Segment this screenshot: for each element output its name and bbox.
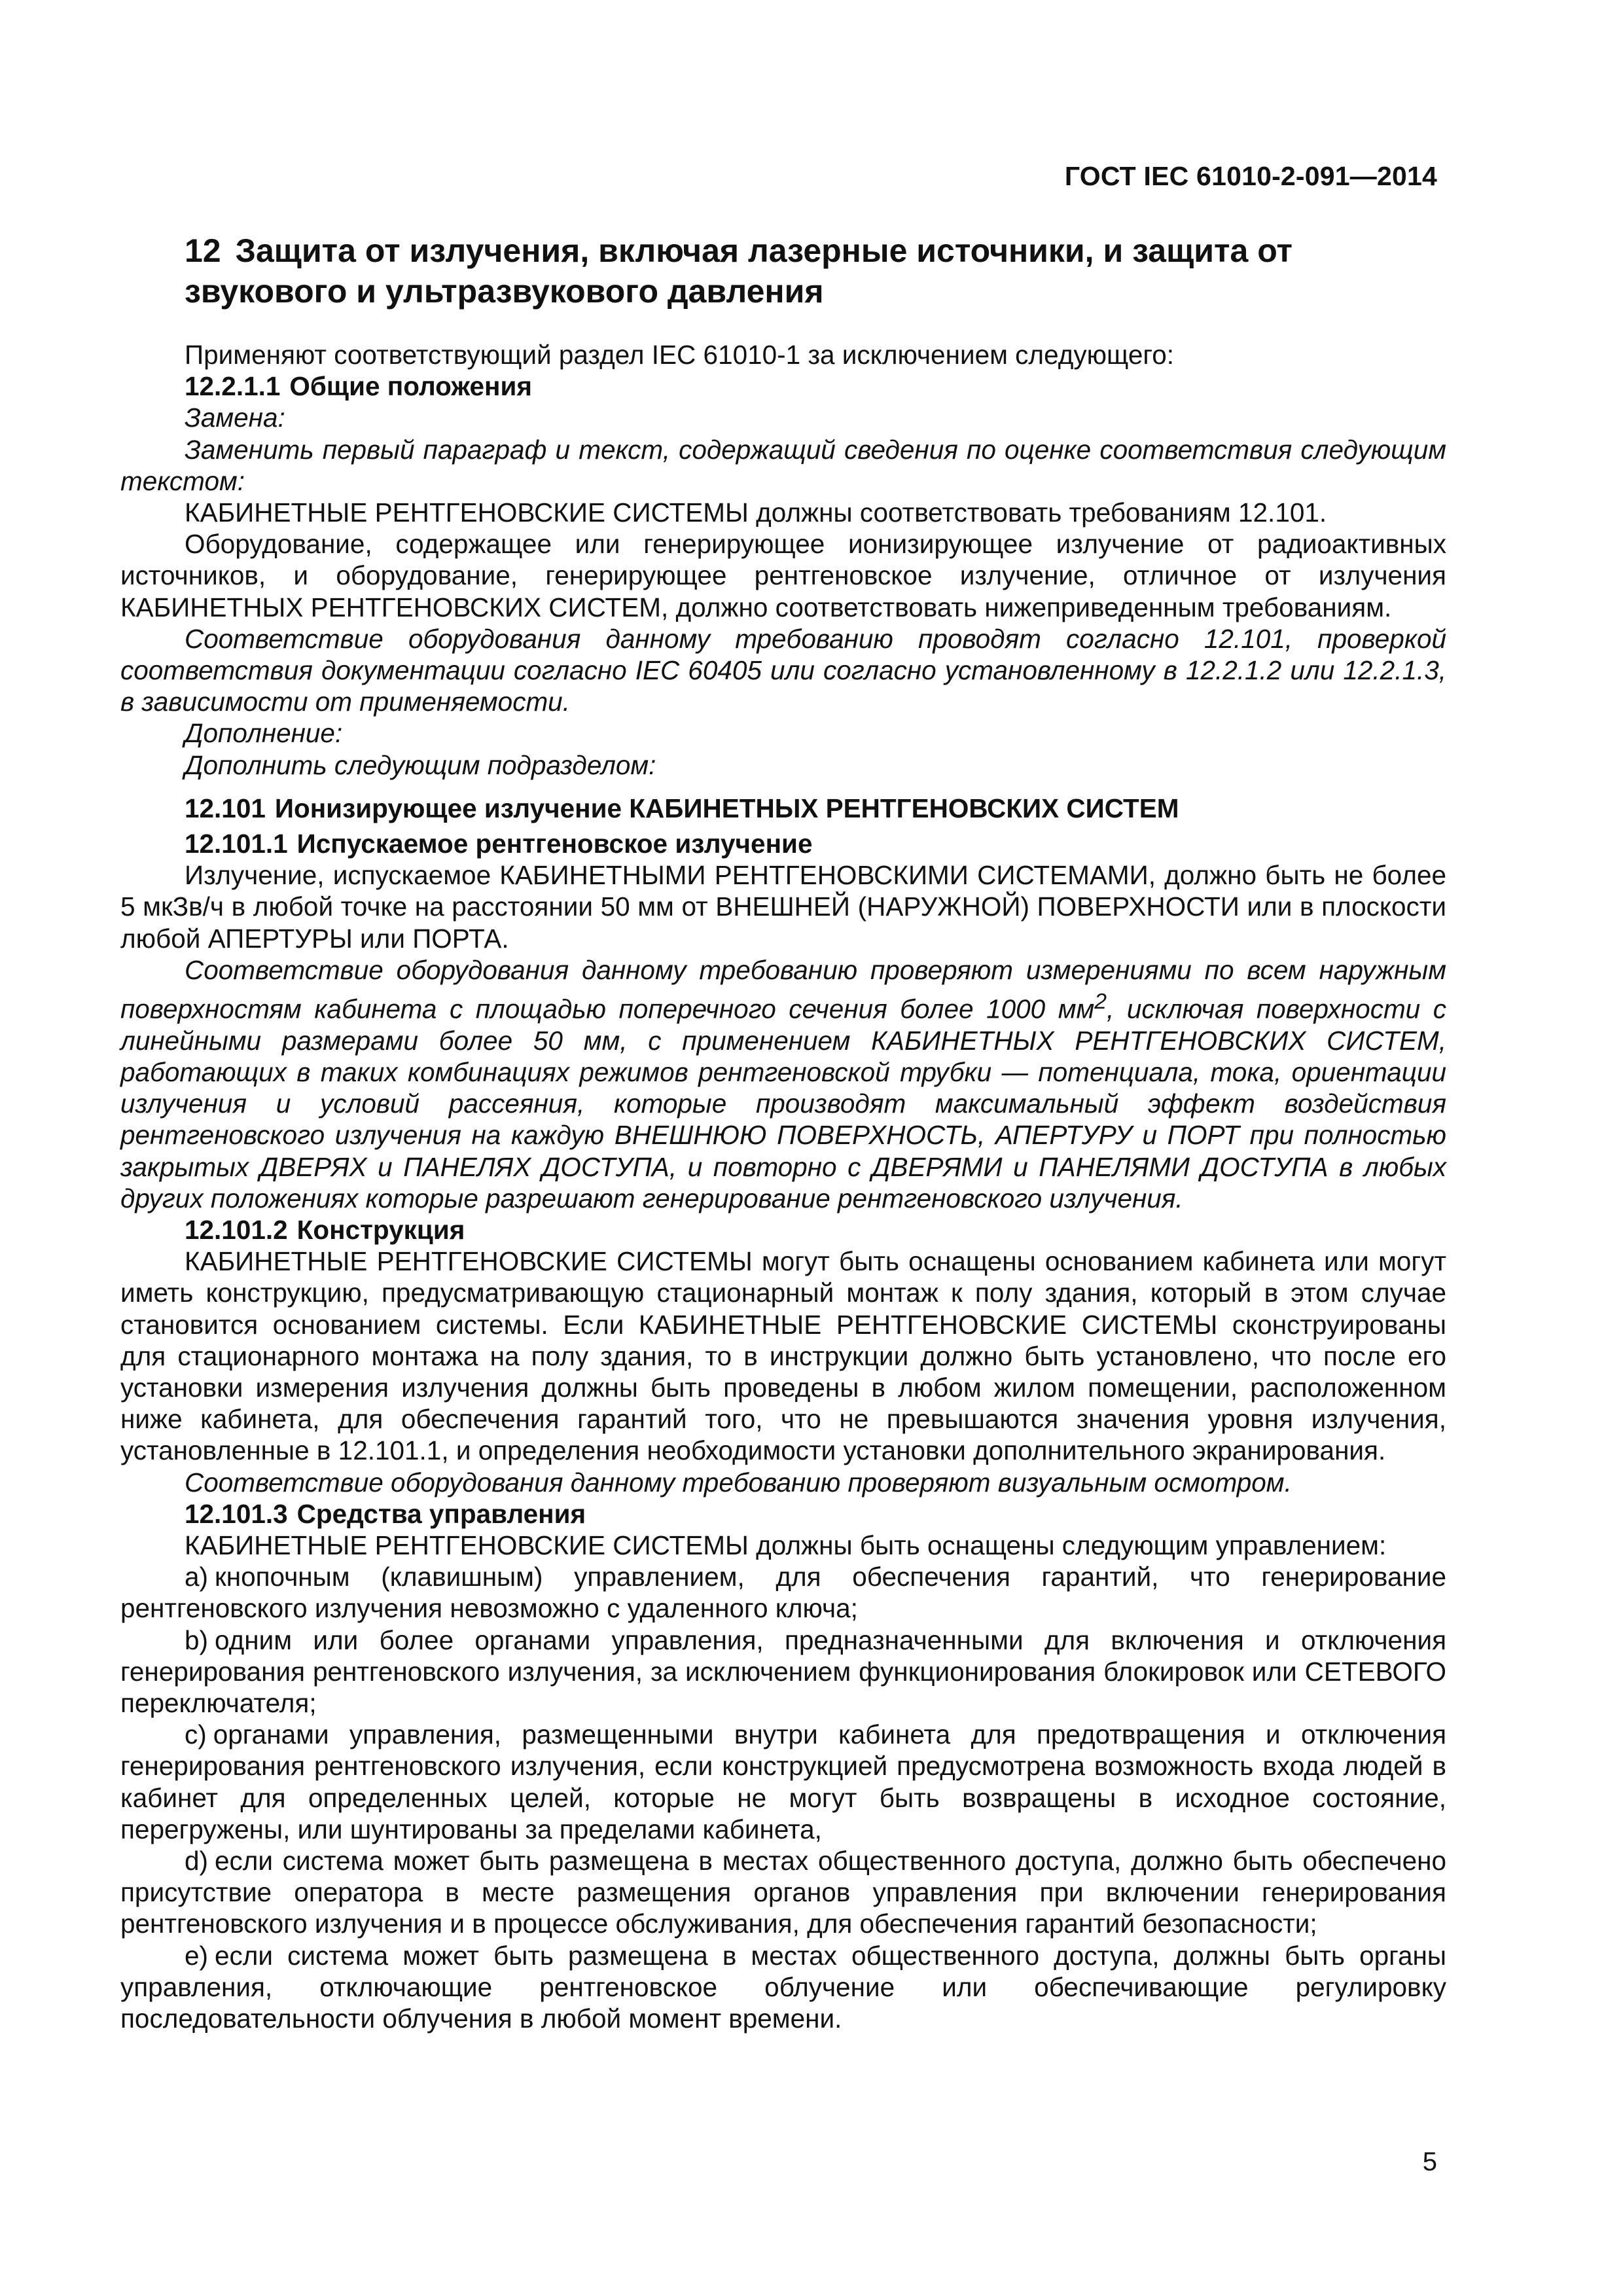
heading-12-101-2 [120, 1214, 1446, 1246]
document-body [120, 339, 1446, 2034]
paragraph-emission: Излучение, испускаемое КАБИНЕТНЫМИ РЕНТГЕНОВСКИМИ СИСТЕМАМИ, должно быть не более 5 мкЗв/ч в любой точке на расстоянии 50 мм от ВНЕШНЕЙ (НАРУЖНОЙ) ПОВЕРХНОСТИ или в плоскости любой АПЕРТУРЫ или ПОРТА. [120, 860, 1446, 954]
page-number: 5 [1422, 2147, 1437, 2176]
paragraph-conformity-3: Соответствие оборудования данному требованию проверяют визуальным осмотром. [185, 1467, 1292, 1498]
paragraph-equipment: Оборудование, содержащее или генерирующее ионизирующее излучение от радиоактивных источников, и оборудование, генерирующее рентгеновское излучение, отличное от излучения КАБИНЕТНЫХ РЕНТГЕНОВСКИХ СИСТЕМ, должно соответствовать нижеприведенным требованиям. [120, 529, 1446, 622]
list-label: a) [185, 1562, 209, 1592]
paragraph-dopolnenie-text: Дополнить следующим подразделом: [185, 749, 656, 780]
paragraph-zamena: Замена: [185, 403, 285, 433]
heading-number: 12.101 [185, 793, 266, 823]
list-item-d [120, 1845, 1446, 1940]
list-text: если система может быть размещена в местах общественного доступа, должно быть обеспечено присутствие оператора в месте размещения органов управления при включении генерирования рентгеновского излучения и в процессе обслуживания, для обеспечения гарантий безопасности; [120, 1846, 1446, 1939]
heading-12-101 [120, 793, 1446, 824]
list-label: b) [185, 1624, 209, 1655]
list-text: кнопочным (клавишным) управлением, для обеспечения гарантий, что генерирование рентгеновского излучения невозможно с удаленного ключа; [120, 1562, 1446, 1624]
paragraph-dopolnenie: Дополнение: [185, 718, 343, 749]
list-item-c [120, 1719, 1446, 1845]
section-title [185, 230, 1428, 312]
heading-text: Общие положения [289, 371, 533, 402]
paragraph-conformity-2 [120, 954, 1446, 1214]
list-text: если система может быть размещена в местах общественного доступа, должны быть органы управления, отключающие рентгеновское облучение или обеспечивающие регулировку последовательности облучения в любой момент времени. [120, 1940, 1446, 2034]
conformity-2-part-b: , исключая поверхности с линейными размерами более 50 мм, с применением КАБИНЕТНЫХ РЕНТГЕНОВСКИХ СИСТЕМ, работающих в таких комбинациях режимов рентгеновской трубки — потенциала, тока, ориентации излучения и условий рассеяния, которые производят максимальный эффект воздействия рентгеновского излучения на каждую ВНЕШНЮЮ ПОВЕРХНОСТЬ, АПЕРТУРУ и ПОРТ при полностью закрытых ДВЕРЯХ и ПАНЕЛЯХ ДОСТУПА, и повторно с ДВЕРЯМИ и ПАНЕЛЯМИ ДОСТУПА в любых других положениях которые разрешают генерирование рентгеновского излучения. [120, 994, 1447, 1213]
list-label: d) [185, 1846, 209, 1876]
section-number: 12 [185, 232, 221, 269]
heading-12-101-1 [120, 828, 1446, 859]
paragraph-req-12-101: КАБИНЕТНЫЕ РЕНТГЕНОВСКИЕ СИСТЕМЫ должны соответствовать требованиям 12.101. [185, 497, 1327, 528]
heading-number: 12.101.2 [185, 1214, 288, 1245]
superscript-squared: 2 [1094, 989, 1107, 1014]
paragraph-controls-intro: КАБИНЕТНЫЕ РЕНТГЕНОВСКИЕ СИСТЕМЫ должны быть оснащены следующим управлением: [185, 1530, 1387, 1561]
heading-text: Испускаемое рентгеновское излучение [296, 829, 813, 859]
paragraph-construction: КАБИНЕТНЫЕ РЕНТГЕНОВСКИЕ СИСТЕМЫ могут быть оснащены основанием кабинета или могут иметь конструкцию, предусматривающую стационарный монтаж к полу здания, который в этом случае становится основанием системы. Если КАБИНЕТНЫЕ РЕНТГЕНОВСКИЕ СИСТЕМЫ сконструированы для стационарного монтажа на полу здания, то в инструкции должно быть установлено, что после его установки измерения излучения должны быть проведены в любом жилом помещении, расположенном ниже кабинета, для обеспечения гарантий того, что не превышаются значения уровня излучения, установленные в 12.101.1, и определения необходимости установки дополнительного экранирования. [120, 1246, 1446, 1466]
list-label: c) [185, 1719, 207, 1750]
list-item-e [120, 1940, 1446, 2035]
paragraph-apply: Применяют соответствующий раздел IEC 61010-1 за исключением следующего: [185, 340, 1175, 370]
heading-text: Ионизирующее излучение КАБИНЕТНЫХ РЕНТГЕНОВСКИХ СИСТЕМ [274, 793, 1179, 823]
list-label: e) [185, 1940, 209, 1971]
heading-12-2-1-1 [120, 370, 1446, 402]
list-text: органами управления, размещенными внутри кабинета для предотвращения и отключения генерирования рентгеновского излучения, если конструкцией предусмотрена возможность входа людей в кабинет для определенных целей, которые не могут быть возвращены в исходное состояние, перегружены, или шунтированы за пределами кабинета, [120, 1719, 1446, 1844]
heading-12-101-3 [120, 1498, 1446, 1530]
paragraph-conformity-1: Соответствие оборудования данному требованию проводят согласно 12.101, проверкой соответствия документации согласно IEC 60405 или согласно установленному в 12.2.1.2 или 12.2.1.3, в зависимости от применяемости. [120, 623, 1446, 717]
heading-text: Конструкция [296, 1214, 465, 1245]
document-code: ГОСТ IEC 61010-2-091—2014 [1064, 161, 1437, 191]
list-item-a [120, 1561, 1446, 1624]
heading-number: 12.101.1 [185, 829, 288, 859]
conformity-2-part-a: Соответствие оборудования данному требованию проверяют измерениями по всем наружным поверхностям кабинета с площадью поперечного сечения более 1000 мм [120, 954, 1446, 1024]
list-item-b [120, 1624, 1446, 1719]
list-text: одним или более органами управления, предназначенными для включения и отключения генерирования рентгеновского излучения, за исключением функционирования блокировок или СЕТЕВОГО переключателя; [120, 1624, 1446, 1719]
heading-text: Средства управления [296, 1498, 586, 1529]
paragraph-zamena-text: Заменить первый параграф и текст, содержащий сведения по оценке соответствия следующим текстом: [120, 434, 1446, 496]
section-title-text: Защита от излучения, включая лазерные источники, и защита от звукового и ультразвукового давления [185, 232, 1293, 310]
heading-number: 12.101.3 [185, 1498, 288, 1529]
heading-number: 12.2.1.1 [185, 371, 281, 402]
